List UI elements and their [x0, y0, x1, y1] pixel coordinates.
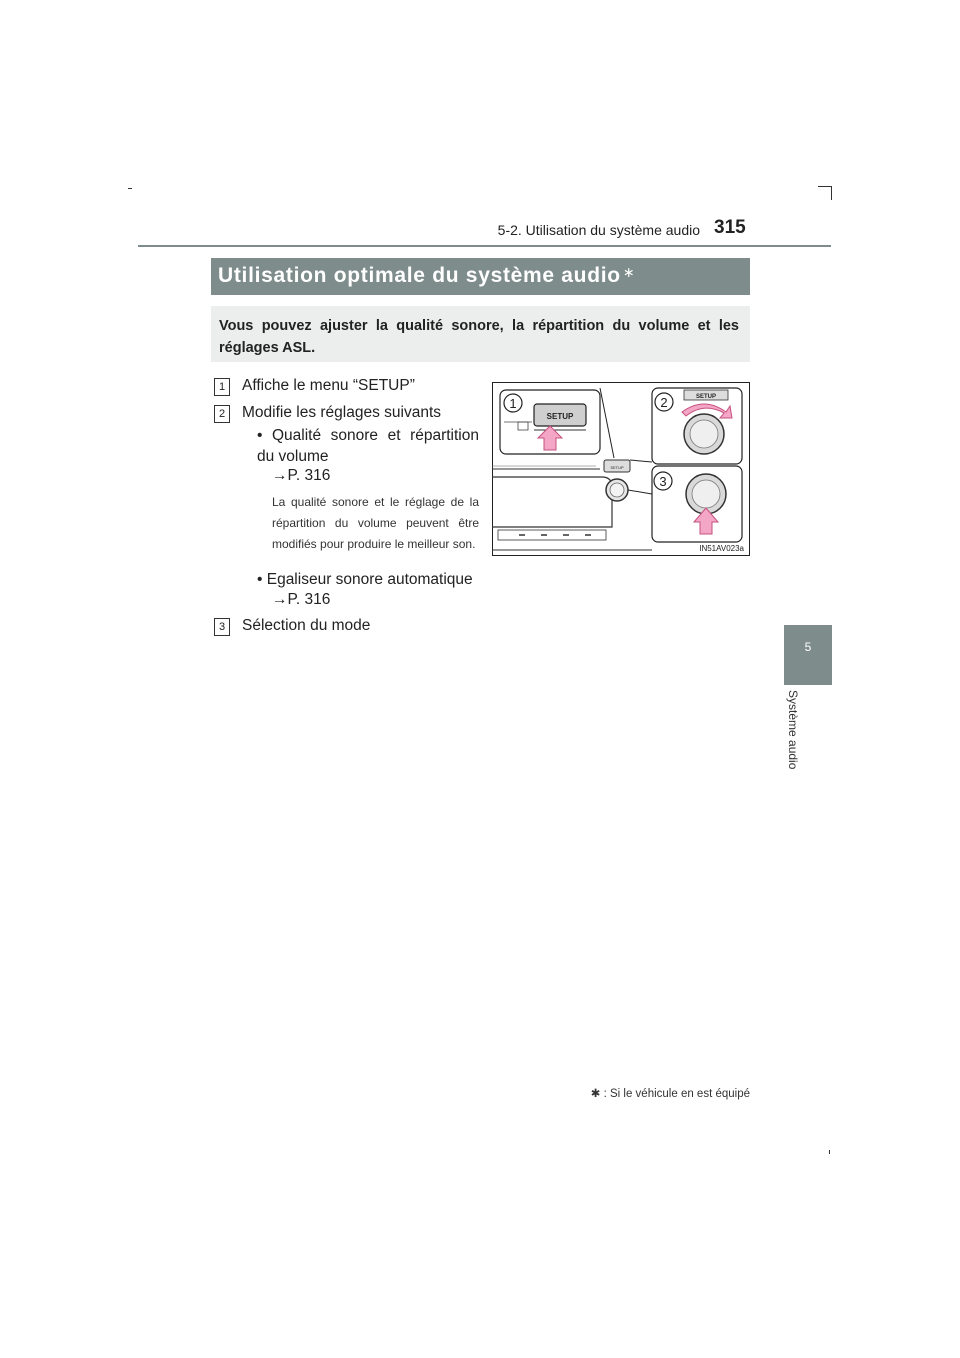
callout-2: 2 [660, 395, 668, 410]
page-title-text: Utilisation optimale du système audio [218, 264, 621, 287]
step-number-badge: 2 [214, 405, 230, 423]
footnote-text: : Si le véhicule en est équipé [603, 1088, 750, 1100]
footnote [580, 1086, 750, 1100]
section-heading: 5-2. Utilisation du système audio [497, 222, 700, 238]
chapter-number: 5 [804, 640, 812, 654]
callout-3: 3 [659, 474, 667, 489]
page-title-bar [211, 258, 750, 295]
bullet-note: La qualité sonore et le réglage de la répartition du volume peuvent être modifiés pour produire le meilleur son. [272, 495, 479, 551]
intro-text: Vous pouvez ajuster la qualité sonore, la répartition du volume et les réglages ASL. [219, 318, 739, 356]
header-divider [138, 245, 831, 247]
page-reference: →P. 316 [272, 591, 331, 608]
page-title [218, 264, 635, 288]
page-number: 315 [714, 217, 746, 238]
crop-mark [831, 186, 832, 200]
setup-button-zoom-label: SETUP [695, 394, 717, 400]
step-text: Sélection du mode [242, 617, 371, 634]
chapter-side-label [788, 690, 804, 790]
step-number-badge: 3 [214, 618, 230, 636]
step-text: Modifie les réglages suivants [242, 404, 442, 421]
figure-code: IN51AV023a [699, 544, 744, 553]
chapter-tab [784, 625, 832, 685]
optional-marker: ∗ [622, 264, 636, 280]
footnote-marker: ✱ [590, 1088, 601, 1100]
audio-unit-illustration [492, 382, 750, 556]
step-text: Affiche le menu “SETUP” [242, 377, 415, 394]
intro-box [211, 306, 750, 362]
bullet-item: • Egaliseur sonore automatique [257, 571, 473, 588]
chapter-label: Système audio [786, 690, 800, 770]
setup-button-label: SETUP [546, 412, 574, 421]
callout-1: 1 [509, 396, 517, 411]
setup-button-small-label: SETUP [610, 465, 624, 470]
page-reference: →P. 316 [272, 467, 331, 484]
crop-mark [829, 1150, 830, 1154]
bullet-item: • Qualité sonore et répartition du volume [257, 427, 479, 465]
crop-mark [128, 188, 132, 189]
step-number-badge: 1 [214, 378, 230, 396]
crop-mark [818, 186, 832, 187]
